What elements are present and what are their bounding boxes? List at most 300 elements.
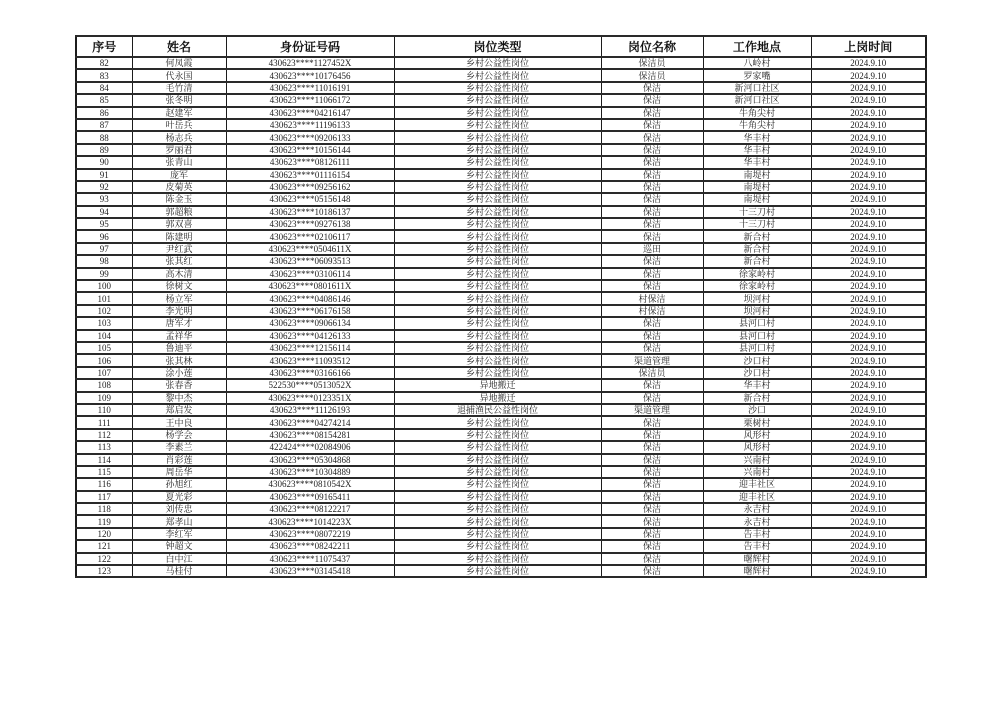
- cell-name: 李光明: [132, 305, 226, 317]
- table-row: [76, 429, 926, 441]
- table-row: [76, 292, 926, 304]
- cell-position-type: 乡村公益性岗位: [394, 565, 601, 577]
- cell-position-name: 保洁: [601, 206, 703, 218]
- cell-position-type: 异地搬迁: [394, 379, 601, 391]
- cell-work-location: 十三刀村: [703, 218, 811, 230]
- cell-start-date: 2024.9.10: [811, 540, 926, 552]
- cell-work-location: 兴南村: [703, 466, 811, 478]
- cell-position-name: 保洁: [601, 280, 703, 292]
- cell-serial: 106: [76, 354, 132, 366]
- cell-name: 鲁迪平: [132, 342, 226, 354]
- cell-start-date: 2024.9.10: [811, 69, 926, 81]
- cell-position-name: 保洁: [601, 131, 703, 143]
- cell-name: 陈金玉: [132, 193, 226, 205]
- cell-work-location: 南堤村: [703, 169, 811, 181]
- cell-name: 张其红: [132, 255, 226, 267]
- cell-work-location: 新合村: [703, 230, 811, 242]
- cell-position-type: 乡村公益性岗位: [394, 429, 601, 441]
- table-row: [76, 243, 926, 255]
- cell-name: 郭双喜: [132, 218, 226, 230]
- cell-start-date: 2024.9.10: [811, 354, 926, 366]
- cell-name: 毛竹清: [132, 82, 226, 94]
- cell-serial: 119: [76, 515, 132, 527]
- cell-id-number: 430623****03166166: [226, 367, 394, 379]
- cell-name: 杨学会: [132, 429, 226, 441]
- cell-name: 徐树文: [132, 280, 226, 292]
- cell-position-name: 保洁: [601, 218, 703, 230]
- cell-start-date: 2024.9.10: [811, 528, 926, 540]
- cell-work-location: 新合村: [703, 255, 811, 267]
- cell-start-date: 2024.9.10: [811, 131, 926, 143]
- cell-name: 杨志兵: [132, 131, 226, 143]
- table-row: [76, 193, 926, 205]
- cell-name: 张冬明: [132, 94, 226, 106]
- cell-serial: 114: [76, 454, 132, 466]
- cell-position-name: 渠道管理: [601, 404, 703, 416]
- cell-start-date: 2024.9.10: [811, 156, 926, 168]
- cell-position-type: 乡村公益性岗位: [394, 454, 601, 466]
- cell-id-number: 430623****04126133: [226, 330, 394, 342]
- cell-position-name: 保洁: [601, 528, 703, 540]
- cell-position-type: 乡村公益性岗位: [394, 342, 601, 354]
- cell-position-type: 乡村公益性岗位: [394, 491, 601, 503]
- cell-position-name: 保洁: [601, 540, 703, 552]
- table-row: [76, 94, 926, 106]
- cell-position-name: 保洁: [601, 94, 703, 106]
- cell-position-name: 保洁: [601, 144, 703, 156]
- cell-start-date: 2024.9.10: [811, 404, 926, 416]
- table-row: [76, 379, 926, 391]
- cell-position-type: 乡村公益性岗位: [394, 218, 601, 230]
- cell-name: 代永国: [132, 69, 226, 81]
- cell-position-type: 乡村公益性岗位: [394, 131, 601, 143]
- table-row: [76, 503, 926, 515]
- cell-position-type: 乡村公益性岗位: [394, 441, 601, 453]
- header-row: [76, 36, 926, 57]
- cell-start-date: 2024.9.10: [811, 317, 926, 329]
- cell-serial: 89: [76, 144, 132, 156]
- table-row: [76, 57, 926, 69]
- column-header-work-location: 工作地点: [703, 36, 811, 57]
- cell-start-date: 2024.9.10: [811, 206, 926, 218]
- cell-name: 高木清: [132, 268, 226, 280]
- cell-position-name: 保洁: [601, 156, 703, 168]
- cell-serial: 93: [76, 193, 132, 205]
- cell-position-type: 乡村公益性岗位: [394, 156, 601, 168]
- cell-work-location: 县河口村: [703, 330, 811, 342]
- cell-id-number: 430623****09276138: [226, 218, 394, 230]
- cell-serial: 85: [76, 94, 132, 106]
- cell-position-name: 保洁: [601, 230, 703, 242]
- cell-position-name: 保洁员: [601, 367, 703, 379]
- cell-id-number: 430623****11066172: [226, 94, 394, 106]
- cell-work-location: 牛角尖村: [703, 119, 811, 131]
- cell-serial: 105: [76, 342, 132, 354]
- cell-start-date: 2024.9.10: [811, 268, 926, 280]
- column-header-position-name: 岗位名称: [601, 36, 703, 57]
- cell-start-date: 2024.9.10: [811, 478, 926, 490]
- cell-position-name: 渠道管理: [601, 354, 703, 366]
- cell-id-number: 430623****08122217: [226, 503, 394, 515]
- cell-position-name: 保洁员: [601, 57, 703, 69]
- cell-serial: 99: [76, 268, 132, 280]
- cell-start-date: 2024.9.10: [811, 466, 926, 478]
- cell-serial: 87: [76, 119, 132, 131]
- table-row: [76, 218, 926, 230]
- cell-serial: 122: [76, 553, 132, 565]
- cell-serial: 109: [76, 392, 132, 404]
- cell-position-name: 保洁: [601, 491, 703, 503]
- cell-position-type: 乡村公益性岗位: [394, 478, 601, 490]
- cell-start-date: 2024.9.10: [811, 255, 926, 267]
- cell-position-type: 乡村公益性岗位: [394, 268, 601, 280]
- cell-serial: 88: [76, 131, 132, 143]
- table-row: [76, 181, 926, 193]
- cell-work-location: 华丰村: [703, 156, 811, 168]
- table-row: [76, 540, 926, 552]
- cell-work-location: 南堤村: [703, 193, 811, 205]
- cell-position-name: 保洁: [601, 553, 703, 565]
- cell-id-number: 430623****1127452X: [226, 57, 394, 69]
- cell-id-number: 430623****08126111: [226, 156, 394, 168]
- cell-start-date: 2024.9.10: [811, 218, 926, 230]
- cell-start-date: 2024.9.10: [811, 292, 926, 304]
- cell-position-name: 巡田: [601, 243, 703, 255]
- cell-start-date: 2024.9.10: [811, 169, 926, 181]
- cell-position-type: 乡村公益性岗位: [394, 354, 601, 366]
- cell-name: 张其林: [132, 354, 226, 366]
- cell-name: 王中良: [132, 416, 226, 428]
- cell-work-location: 新合村: [703, 243, 811, 255]
- cell-name: 肖彩莲: [132, 454, 226, 466]
- table-row: [76, 119, 926, 131]
- cell-id-number: 430623****10304889: [226, 466, 394, 478]
- table-row: [76, 528, 926, 540]
- cell-position-name: 保洁: [601, 515, 703, 527]
- cell-serial: 103: [76, 317, 132, 329]
- cell-work-location: 沙口村: [703, 367, 811, 379]
- table-row: [76, 82, 926, 94]
- cell-position-name: 保洁: [601, 478, 703, 490]
- cell-serial: 107: [76, 367, 132, 379]
- cell-position-type: 乡村公益性岗位: [394, 69, 601, 81]
- cell-start-date: 2024.9.10: [811, 280, 926, 292]
- cell-position-name: 保洁: [601, 466, 703, 478]
- cell-name: 李红军: [132, 528, 226, 540]
- cell-serial: 83: [76, 69, 132, 81]
- cell-id-number: 430623****11093512: [226, 354, 394, 366]
- cell-id-number: 430623****10186137: [226, 206, 394, 218]
- cell-work-location: 新河口社区: [703, 82, 811, 94]
- cell-serial: 102: [76, 305, 132, 317]
- cell-position-type: 乡村公益性岗位: [394, 540, 601, 552]
- cell-start-date: 2024.9.10: [811, 193, 926, 205]
- cell-work-location: 永吉村: [703, 515, 811, 527]
- cell-position-name: 保洁员: [601, 69, 703, 81]
- cell-id-number: 430623****09256162: [226, 181, 394, 193]
- cell-position-name: 保洁: [601, 503, 703, 515]
- cell-id-number: 430623****04216147: [226, 107, 394, 119]
- cell-start-date: 2024.9.10: [811, 392, 926, 404]
- cell-work-location: 栗树村: [703, 416, 811, 428]
- cell-name: 白中江: [132, 553, 226, 565]
- cell-position-name: 保洁: [601, 107, 703, 119]
- cell-start-date: 2024.9.10: [811, 144, 926, 156]
- cell-id-number: 430623****09066134: [226, 317, 394, 329]
- cell-id-number: 430623****08242211: [226, 540, 394, 552]
- cell-position-name: 保洁: [601, 454, 703, 466]
- cell-position-name: 保洁: [601, 565, 703, 577]
- cell-start-date: 2024.9.10: [811, 243, 926, 255]
- cell-name: 张春香: [132, 379, 226, 391]
- cell-serial: 116: [76, 478, 132, 490]
- cell-name: 黎中杰: [132, 392, 226, 404]
- cell-position-type: 乡村公益性岗位: [394, 416, 601, 428]
- cell-id-number: 430623****0801611X: [226, 280, 394, 292]
- cell-id-number: 430623****06093513: [226, 255, 394, 267]
- cell-position-type: 乡村公益性岗位: [394, 181, 601, 193]
- cell-work-location: 十三刀村: [703, 206, 811, 218]
- cell-work-location: 告丰村: [703, 528, 811, 540]
- cell-name: 赵建军: [132, 107, 226, 119]
- cell-start-date: 2024.9.10: [811, 491, 926, 503]
- cell-name: 夏光彩: [132, 491, 226, 503]
- cell-start-date: 2024.9.10: [811, 82, 926, 94]
- table-row: [76, 441, 926, 453]
- cell-work-location: 新河口社区: [703, 94, 811, 106]
- cell-serial: 121: [76, 540, 132, 552]
- cell-serial: 98: [76, 255, 132, 267]
- cell-start-date: 2024.9.10: [811, 367, 926, 379]
- cell-id-number: 430623****05304868: [226, 454, 394, 466]
- column-header-position-type: 岗位类型: [394, 36, 601, 57]
- cell-serial: 84: [76, 82, 132, 94]
- cell-position-name: 保洁: [601, 379, 703, 391]
- cell-work-location: 坝河村: [703, 292, 811, 304]
- cell-position-type: 乡村公益性岗位: [394, 243, 601, 255]
- cell-position-type: 乡村公益性岗位: [394, 119, 601, 131]
- table-row: [76, 230, 926, 242]
- cell-id-number: 430623****10176456: [226, 69, 394, 81]
- cell-start-date: 2024.9.10: [811, 565, 926, 577]
- cell-position-name: 保洁: [601, 119, 703, 131]
- cell-id-number: 430623****12156114: [226, 342, 394, 354]
- cell-position-type: 乡村公益性岗位: [394, 94, 601, 106]
- cell-work-location: 徐家岭村: [703, 280, 811, 292]
- column-header-name: 姓名: [132, 36, 226, 57]
- cell-work-location: 风形村: [703, 429, 811, 441]
- cell-name: 郑孝山: [132, 515, 226, 527]
- cell-position-type: 乡村公益性岗位: [394, 255, 601, 267]
- cell-serial: 90: [76, 156, 132, 168]
- cell-serial: 108: [76, 379, 132, 391]
- cell-name: 钟超文: [132, 540, 226, 552]
- cell-id-number: 430623****01116154: [226, 169, 394, 181]
- cell-id-number: 430623****09206133: [226, 131, 394, 143]
- cell-name: 何凤霞: [132, 57, 226, 69]
- cell-work-location: 永吉村: [703, 503, 811, 515]
- cell-position-type: 乡村公益性岗位: [394, 466, 601, 478]
- cell-name: 庞军: [132, 169, 226, 181]
- cell-position-type: 乡村公益性岗位: [394, 280, 601, 292]
- cell-work-location: 南堤村: [703, 181, 811, 193]
- cell-start-date: 2024.9.10: [811, 181, 926, 193]
- cell-work-location: 牛角尖村: [703, 107, 811, 119]
- table-row: [76, 466, 926, 478]
- cell-serial: 82: [76, 57, 132, 69]
- cell-start-date: 2024.9.10: [811, 57, 926, 69]
- cell-id-number: 430623****11075437: [226, 553, 394, 565]
- table-row: [76, 416, 926, 428]
- cell-serial: 111: [76, 416, 132, 428]
- cell-position-type: 乡村公益性岗位: [394, 206, 601, 218]
- table-row: [76, 144, 926, 156]
- cell-start-date: 2024.9.10: [811, 330, 926, 342]
- cell-position-type: 乡村公益性岗位: [394, 317, 601, 329]
- cell-start-date: 2024.9.10: [811, 503, 926, 515]
- cell-id-number: 430623****09165411: [226, 491, 394, 503]
- cell-position-name: 保洁: [601, 181, 703, 193]
- cell-position-type: 乡村公益性岗位: [394, 107, 601, 119]
- cell-serial: 92: [76, 181, 132, 193]
- cell-serial: 101: [76, 292, 132, 304]
- table-row: [76, 206, 926, 218]
- cell-position-type: 乡村公益性岗位: [394, 305, 601, 317]
- cell-serial: 94: [76, 206, 132, 218]
- cell-serial: 91: [76, 169, 132, 181]
- cell-position-type: 乡村公益性岗位: [394, 144, 601, 156]
- cell-serial: 115: [76, 466, 132, 478]
- cell-name: 杨立军: [132, 292, 226, 304]
- cell-start-date: 2024.9.10: [811, 429, 926, 441]
- cell-work-location: 曙辉村: [703, 553, 811, 565]
- cell-id-number: 430623****10156144: [226, 144, 394, 156]
- cell-serial: 86: [76, 107, 132, 119]
- table-row: [76, 69, 926, 81]
- cell-position-type: 乡村公益性岗位: [394, 515, 601, 527]
- cell-id-number: 430623****08072219: [226, 528, 394, 540]
- table-row: [76, 565, 926, 577]
- cell-name: 郑启发: [132, 404, 226, 416]
- cell-work-location: 徐家岭村: [703, 268, 811, 280]
- table-row: [76, 478, 926, 490]
- cell-id-number: 422424****02084906: [226, 441, 394, 453]
- table-row: [76, 255, 926, 267]
- cell-position-type: 乡村公益性岗位: [394, 292, 601, 304]
- cell-position-type: 乡村公益性岗位: [394, 82, 601, 94]
- cell-position-type: 异地搬迁: [394, 392, 601, 404]
- column-header-id-number: 身份证号码: [226, 36, 394, 57]
- table-row: [76, 131, 926, 143]
- cell-serial: 112: [76, 429, 132, 441]
- cell-position-name: 保洁: [601, 268, 703, 280]
- cell-work-location: 县河口村: [703, 317, 811, 329]
- cell-name: 涂小莲: [132, 367, 226, 379]
- cell-name: 周岳华: [132, 466, 226, 478]
- cell-position-name: 保洁: [601, 441, 703, 453]
- cell-position-type: 乡村公益性岗位: [394, 528, 601, 540]
- cell-position-type: 乡村公益性岗位: [394, 169, 601, 181]
- cell-position-type: 乡村公益性岗位: [394, 193, 601, 205]
- cell-start-date: 2024.9.10: [811, 342, 926, 354]
- cell-work-location: 坝河村: [703, 305, 811, 317]
- cell-serial: 120: [76, 528, 132, 540]
- cell-name: 张青山: [132, 156, 226, 168]
- cell-work-location: 华丰村: [703, 131, 811, 143]
- cell-work-location: 兴南村: [703, 454, 811, 466]
- cell-serial: 100: [76, 280, 132, 292]
- cell-id-number: 430623****1014223X: [226, 515, 394, 527]
- cell-position-name: 保洁: [601, 392, 703, 404]
- table-header: [76, 36, 926, 57]
- cell-position-name: 保洁: [601, 193, 703, 205]
- cell-start-date: 2024.9.10: [811, 305, 926, 317]
- cell-position-type: 乡村公益性岗位: [394, 553, 601, 565]
- cell-name: 罗丽君: [132, 144, 226, 156]
- cell-id-number: 430623****06176158: [226, 305, 394, 317]
- cell-id-number: 430623****11016191: [226, 82, 394, 94]
- cell-serial: 104: [76, 330, 132, 342]
- table-row: [76, 268, 926, 280]
- cell-id-number: 430623****03106114: [226, 268, 394, 280]
- cell-position-name: 保洁: [601, 82, 703, 94]
- cell-position-name: 村保洁: [601, 292, 703, 304]
- cell-serial: 118: [76, 503, 132, 515]
- cell-id-number: 430623****04086146: [226, 292, 394, 304]
- cell-serial: 95: [76, 218, 132, 230]
- cell-position-type: 乡村公益性岗位: [394, 57, 601, 69]
- table-body: [76, 57, 926, 577]
- cell-serial: 96: [76, 230, 132, 242]
- cell-name: 马桂付: [132, 565, 226, 577]
- cell-name: 李素兰: [132, 441, 226, 453]
- cell-start-date: 2024.9.10: [811, 379, 926, 391]
- cell-work-location: 八岭村: [703, 57, 811, 69]
- table-row: [76, 156, 926, 168]
- cell-id-number: 430623****02106117: [226, 230, 394, 242]
- cell-position-name: 保洁: [601, 342, 703, 354]
- cell-position-name: 保洁: [601, 317, 703, 329]
- cell-id-number: 430623****11126193: [226, 404, 394, 416]
- cell-work-location: 告丰村: [703, 540, 811, 552]
- table-row: [76, 491, 926, 503]
- cell-name: 尹红武: [132, 243, 226, 255]
- cell-work-location: 县河口村: [703, 342, 811, 354]
- cell-id-number: 430623****0810542X: [226, 478, 394, 490]
- cell-id-number: 430623****11196133: [226, 119, 394, 131]
- cell-name: 孟祥华: [132, 330, 226, 342]
- cell-serial: 97: [76, 243, 132, 255]
- cell-work-location: 华丰村: [703, 379, 811, 391]
- cell-name: 陈建明: [132, 230, 226, 242]
- cell-id-number: 430623****03145418: [226, 565, 394, 577]
- cell-position-type: 乡村公益性岗位: [394, 503, 601, 515]
- cell-start-date: 2024.9.10: [811, 94, 926, 106]
- table-row: [76, 317, 926, 329]
- personnel-roster-table: [75, 35, 927, 578]
- cell-work-location: 新合村: [703, 392, 811, 404]
- cell-position-name: 保洁: [601, 429, 703, 441]
- table-row: [76, 330, 926, 342]
- cell-work-location: 曙辉村: [703, 565, 811, 577]
- cell-serial: 113: [76, 441, 132, 453]
- cell-work-location: 迎丰社区: [703, 478, 811, 490]
- table-row: [76, 107, 926, 119]
- table-row: [76, 280, 926, 292]
- cell-id-number: 430623****04274214: [226, 416, 394, 428]
- cell-position-type: 退捕渔民公益性岗位: [394, 404, 601, 416]
- cell-position-type: 乡村公益性岗位: [394, 230, 601, 242]
